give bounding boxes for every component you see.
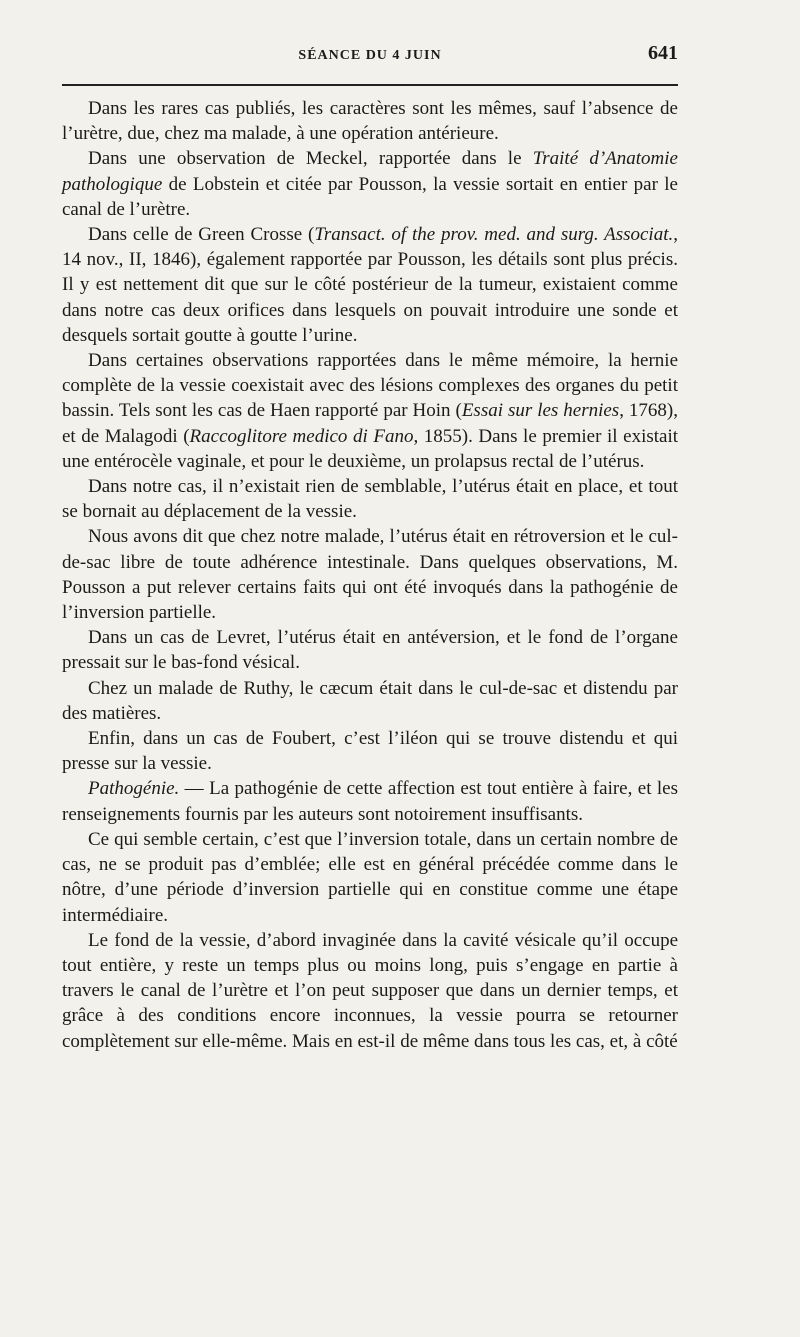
paragraph <box>62 827 678 928</box>
paragraph <box>62 676 678 726</box>
page-number: 641 <box>648 42 678 64</box>
italic-citation: Transact. of the prov. med. and surg. Associat. <box>314 224 674 246</box>
paragraph <box>62 348 678 474</box>
text-run: Enfin, dans un cas de Foubert, c’est l’iléon qui se trouve distendu et qui presse sur la vessie. <box>62 728 678 775</box>
section-heading: Pathogénie. <box>88 778 180 800</box>
italic-citation: Traité d’Anatomie pathologique <box>62 148 678 195</box>
paragraph <box>62 928 678 1054</box>
italic-citation: Essai sur les hernies <box>461 400 620 422</box>
text-run: Ce qui semble certain, c’est que l’inversion totale, dans un certain nombre de cas, ne se produit pas d’emblée; elle est en général précédée comme dans le nôtre, d’une période d’inversion partielle qui en constitue comme une étape intermédiaire. <box>62 828 678 926</box>
text-run: de Lobstein et citée par Pousson, la vessie sortait en entier par le canal de l’urètre. <box>62 173 678 220</box>
text-run: Dans celle de Green Crosse ( <box>88 224 315 246</box>
text-run: , 1855). Dans le premier il existait une entérocèle vaginale, et pour le deuxième, un prolapsus rectal de l’utérus. <box>62 425 679 472</box>
italic-citation: Raccoglitore medico di Fano <box>189 425 414 447</box>
running-title: SÉANCE DU 4 JUIN <box>298 48 442 63</box>
paragraph <box>62 474 678 524</box>
header-rule <box>62 84 678 86</box>
text-run: — La pathogénie de cette affection est tout entière à faire, et les renseignements fournis par les auteurs sont notoirement insuffisants. <box>62 778 678 825</box>
paragraph <box>62 726 678 776</box>
paragraph <box>62 96 678 146</box>
text-run: , 1768), et de Malagodi ( <box>62 400 679 447</box>
text-run: Dans les rares cas publiés, les caractères sont les mêmes, sauf l’absence de l’urètre, due, chez ma malade, à une opération antérieure. <box>62 98 678 145</box>
text-run: Dans une observation de Meckel, rapportée dans le <box>88 148 533 170</box>
text-run: Dans notre cas, il n’existait rien de semblable, l’utérus était en place, et tout se bornait au déplacement de la vessie. <box>62 476 678 523</box>
paragraph <box>62 146 678 222</box>
paragraph <box>62 222 678 348</box>
page-header <box>62 42 678 72</box>
paragraph <box>62 625 678 675</box>
text-run: Chez un malade de Ruthy, le cæcum était dans le cul-de-sac et distendu par des matières. <box>62 677 678 724</box>
article-body <box>62 96 678 1054</box>
text-run: Dans un cas de Levret, l’utérus était en antéversion, et le fond de l’organe pressait sur le bas-fond vésical. <box>62 627 678 674</box>
paragraph <box>62 776 678 826</box>
text-run: , 14 nov., II, 1846), également rapportée par Pousson, les détails sont plus précis. Il y est nettement dit que sur le côté postérieur de la tumeur, existaient comme dans notre cas deux orifices dans lesquels on pouvait introduire une sonde et desquels sortait goutte à goutte l’urine. <box>62 224 678 346</box>
text-run: Nous avons dit que chez notre malade, l’utérus était en rétroversion et le cul-de-sac libre de toute adhérence intestinale. Dans quelques observations, M. Pousson a put relever certains faits qui ont été invoqués dans la pathogénie de l’inversion partielle. <box>62 526 678 624</box>
text-run: Le fond de la vessie, d’abord invaginée dans la cavité vésicale qu’il occupe tout entière, y reste un temps plus ou moins long, puis s’engage en partie à travers le canal de l’urètre et l’on peut supposer que dans un dernier temps, et grâce à des conditions encore inconnues, la vessie pourra se retourner complètement sur elle-même. Mais en est-il de même dans tous les cas, et, à côté <box>62 929 678 1052</box>
paragraph <box>62 524 678 625</box>
text-run: Dans certaines observations rapportées dans le même mémoire, la hernie complète de la vessie coexistait avec des lésions complexes des organes du petit bassin. Tels sont les cas de Haen rapporté par Hoin ( <box>62 350 678 422</box>
